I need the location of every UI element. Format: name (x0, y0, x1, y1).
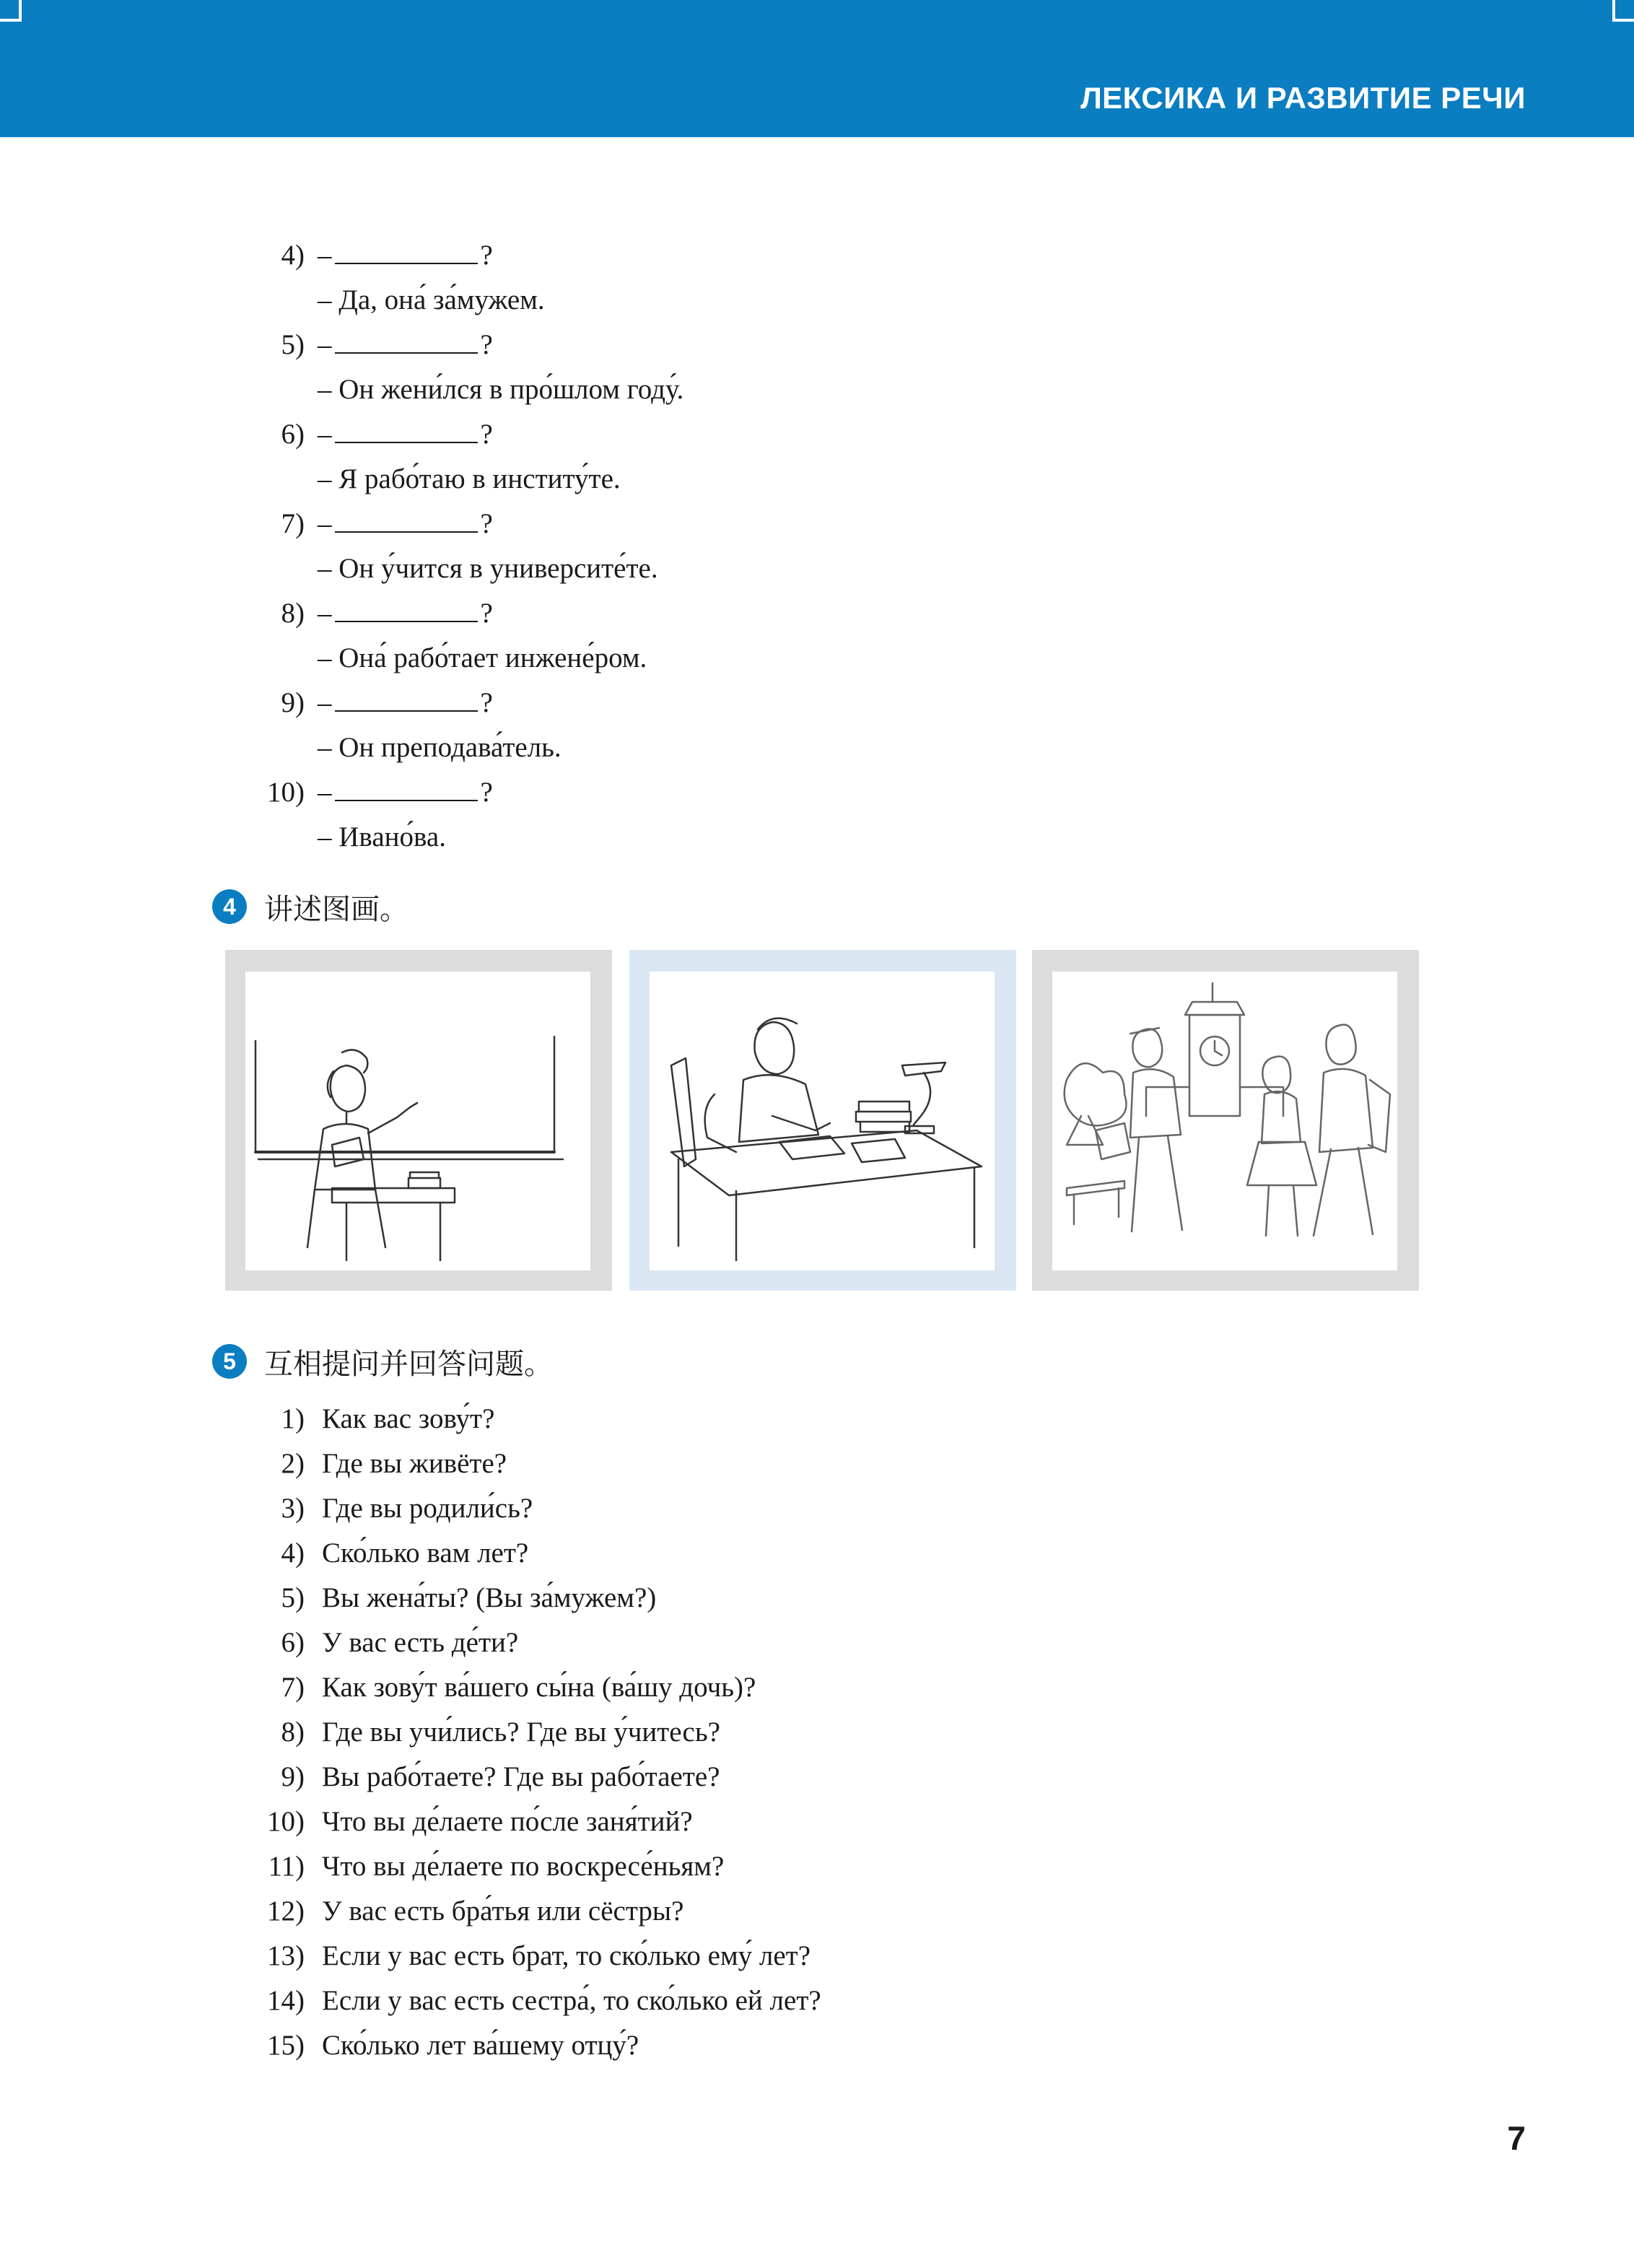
dialogue-answer: – Да, она́ за́мужем. (318, 284, 545, 315)
teacher-at-blackboard-icon (245, 972, 590, 1270)
item-number: 6) (281, 419, 305, 450)
student-at-desk-icon (650, 972, 995, 1270)
dash: – (318, 508, 332, 539)
picture-student (629, 950, 1016, 1291)
exercise-5-heading (212, 1340, 553, 1383)
item-number: 8) (281, 598, 305, 629)
dialogue-answer: – Я рабо́таю в институ́те. (318, 463, 621, 494)
item-number: 9) (281, 687, 305, 718)
exercise-title: 讲述图画。 (264, 892, 408, 926)
dash: – (318, 240, 332, 271)
answer-blank[interactable] (335, 508, 478, 533)
section-title: ЛЕКСИКА И РАЗВИТИЕ РЕЧИ (1080, 81, 1526, 115)
answer-blank[interactable] (335, 777, 478, 801)
dialogue-answer: – Ивано́ва. (318, 821, 446, 852)
exercise-title: 互相提问并回答问题。 (264, 1347, 553, 1381)
crop-mark (0, 0, 22, 22)
dash: – (318, 687, 332, 718)
exercise-number-badge: 4 (212, 889, 247, 924)
picture-students-outdoors (1032, 950, 1419, 1291)
section-header (0, 0, 1634, 137)
page-number: 7 (1507, 2119, 1526, 2157)
dialogue-answer: – Он жени́лся в про́шлом году́. (318, 374, 684, 405)
dash: – (318, 419, 332, 450)
crop-mark (1612, 0, 1634, 22)
item-number: 7) (281, 508, 305, 539)
dash: – (318, 598, 332, 629)
item-number: 10) (267, 777, 305, 808)
exercise-4-heading (212, 885, 408, 928)
answer-blank[interactable] (335, 687, 478, 712)
item-number: 5) (281, 329, 305, 360)
picture-teacher (225, 950, 612, 1291)
answer-blank[interactable] (335, 598, 478, 622)
dash: – (318, 329, 332, 360)
answer-blank[interactable] (335, 240, 478, 264)
item-number: 4) (281, 240, 305, 271)
answer-blank[interactable] (335, 329, 478, 354)
answer-blank[interactable] (335, 419, 478, 443)
dash: – (318, 777, 332, 808)
dialogue-answer: – Он преподава́тель. (318, 732, 562, 763)
exercise-number-badge: 5 (212, 1344, 247, 1379)
dialogue-answer: – Она́ рабо́тает инжене́ром. (318, 642, 647, 673)
dialogue-answer: – Он у́чится в университе́те. (318, 553, 658, 584)
students-near-clock-tower-icon (1052, 972, 1397, 1270)
